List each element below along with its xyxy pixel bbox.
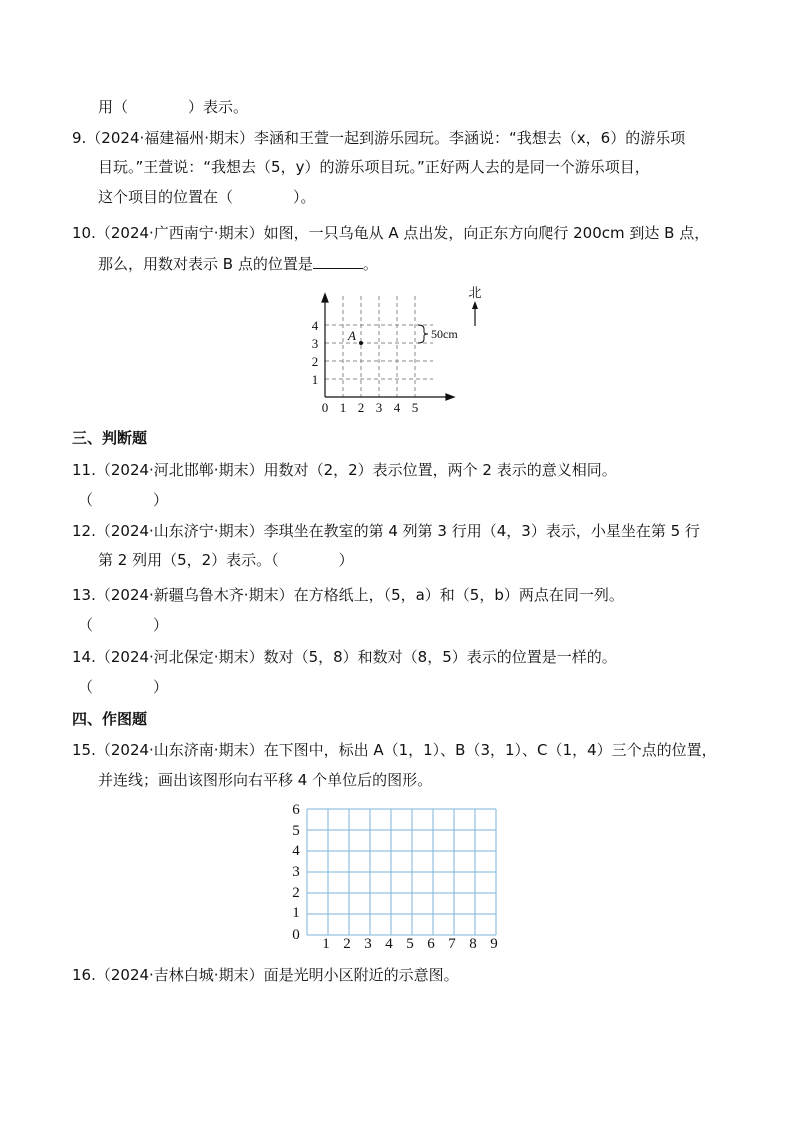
y-tick: 3 — [292, 864, 300, 880]
question-12-line-1: 12.（2024·山东济宁·期末）李琪坐在教室的第 4 列第 3 行用（4，3）表示，小星坐在第 5 行 — [72, 522, 700, 540]
question-10-end: 。 — [362, 255, 378, 273]
section-drawing-title: 四、作图题 — [72, 710, 148, 728]
x-tick: 0 — [321, 400, 329, 415]
question-11-answer-paren[interactable]: （ ） — [78, 491, 169, 509]
grid-cells — [307, 809, 496, 935]
question-9-line-1: 9.（2024·福建福州·期末）李涵和王萱一起到游乐园玩。李涵说：“我想去（x，6）的游乐项 — [72, 129, 686, 147]
x-tick: 4 — [385, 936, 393, 952]
prev-question-tail: 用（ ）表示。 — [98, 98, 249, 116]
x-tick: 3 — [364, 936, 372, 952]
answer-blank[interactable] — [313, 254, 363, 269]
x-tick: 1 — [339, 400, 347, 415]
question-14-answer-paren[interactable]: （ ） — [78, 678, 169, 696]
figure-turtle-grid — [300, 284, 500, 418]
x-tick: 2 — [343, 936, 351, 952]
axes — [322, 294, 454, 400]
grid-lines — [325, 296, 433, 397]
x-tick: 4 — [393, 400, 401, 415]
y-tick: 2 — [311, 354, 319, 369]
question-12-line-2: 第 2 列用（5，2）表示。（ ） — [98, 551, 354, 569]
question-11: 11.（2024·河北邯郸·期末）用数对（2，2）表示位置，两个 2 表示的意义相同。 — [72, 461, 617, 479]
question-10-line-2 — [98, 253, 378, 275]
y-tick: 5 — [292, 823, 300, 839]
x-tick: 5 — [411, 400, 419, 415]
point-a — [359, 341, 363, 345]
scale-brace — [418, 325, 428, 343]
question-13: 13.（2024·新疆乌鲁木齐·期末）在方格纸上，（5，a）和（5，b）两点在同一列。 — [72, 586, 624, 604]
x-tick: 2 — [357, 400, 365, 415]
question-16: 16.（2024·吉林白城·期末）面是光明小区附近的示意图。 — [72, 966, 459, 984]
y-tick: 4 — [311, 318, 319, 333]
north-label: 北 — [468, 286, 482, 301]
north-arrow — [472, 301, 478, 326]
point-a-label: A — [348, 328, 356, 343]
question-13-answer-paren[interactable]: （ ） — [78, 616, 169, 634]
y-tick: 6 — [292, 802, 300, 818]
scale-label: 50cm — [431, 327, 458, 341]
x-tick: 6 — [427, 936, 435, 952]
question-10-line-1: 10.（2024·广西南宁·期末）如图，一只乌龟从 A 点出发，向正东方向爬行 200cm 到达 B 点， — [72, 224, 710, 242]
y-tick: 2 — [292, 885, 300, 901]
x-tick: 5 — [406, 936, 414, 952]
origin-label: 0 — [292, 927, 300, 943]
y-tick: 4 — [292, 843, 300, 859]
question-9-line-3: 这个项目的位置在（ ）。 — [98, 188, 316, 206]
question-9-line-2: 目玩。”王萱说：“我想去（5，y）的游乐项目玩。”正好两人去的是同一个游乐项目， — [98, 158, 650, 176]
x-tick: 9 — [490, 936, 498, 952]
x-tick: 3 — [375, 400, 383, 415]
x-tick: 8 — [469, 936, 477, 952]
question-15-line-2: 并连线；画出该图形向右平移 4 个单位后的图形。 — [98, 771, 433, 789]
y-tick: 1 — [311, 372, 319, 387]
y-tick: 3 — [311, 336, 319, 351]
question-10-text: 那么，用数对表示 B 点的位置是 — [98, 255, 313, 273]
question-15-line-1: 15.（2024·山东济南·期末）在下图中，标出 A（1，1）、B（3，1）、C（1，4）三个点的位置， — [72, 741, 717, 759]
x-tick: 1 — [322, 936, 330, 952]
x-tick: 7 — [448, 936, 456, 952]
question-14: 14.（2024·河北保定·期末）数对（5，8）和数对（8，5）表示的位置是一样的。 — [72, 648, 617, 666]
section-judgment-title: 三、判断题 — [72, 429, 148, 447]
figure-drawing-grid — [285, 800, 510, 952]
y-tick: 1 — [292, 905, 300, 921]
